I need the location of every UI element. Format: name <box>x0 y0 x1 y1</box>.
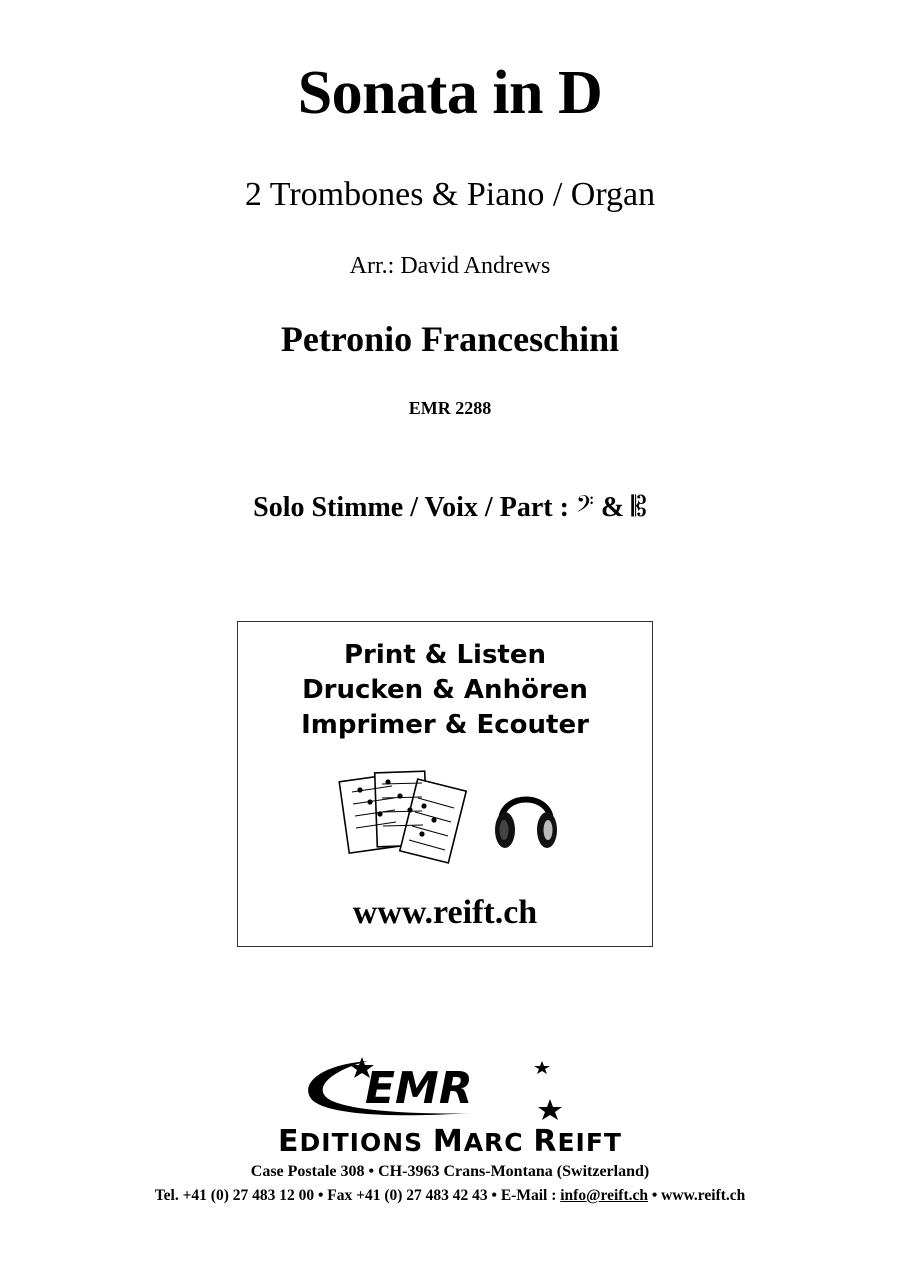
catalog-number: EMR 2288 <box>408 398 492 418</box>
instrumentation: 2 Trombones & Piano / Organ <box>244 176 656 213</box>
publisher-word-1: DITIONS <box>299 1128 433 1157</box>
part-joiner: & <box>593 492 632 523</box>
contact-website[interactable]: • www.reift.ch <box>648 1187 746 1204</box>
publisher-name <box>0 1124 900 1159</box>
tenor-clef-icon: 𝄡 <box>631 490 647 523</box>
promo-line-english: Print & Listen <box>343 640 547 670</box>
publisher-word-2: ARC <box>463 1128 534 1157</box>
headphones-icon <box>491 780 561 854</box>
part-line <box>0 490 900 524</box>
publisher-initial-r: R <box>533 1124 558 1159</box>
emr-logo <box>300 1055 590 1125</box>
website-url[interactable]: www.reift.ch <box>352 894 538 931</box>
part-label: Solo Stimme / Voix / Part : <box>253 492 576 523</box>
publisher-initial-e: E <box>278 1124 300 1159</box>
publisher-initial-m: M <box>432 1124 464 1159</box>
promo-line-french: Imprimer & Ecouter <box>301 710 589 740</box>
page-title: Sonata in D <box>297 59 603 127</box>
publisher-contact <box>0 1187 900 1205</box>
email-link[interactable]: info@reift.ch <box>560 1187 648 1204</box>
publisher-address: Case Postale 308 • CH-3963 Crans-Montana (Switzerland) <box>250 1163 650 1180</box>
logo-text: EMR <box>365 1063 473 1114</box>
composer: Petronio Franceschini <box>280 319 620 359</box>
publisher-word-3: EIFT <box>557 1128 622 1157</box>
contact-phone-fax: Tel. +41 (0) 27 483 12 00 • Fax +41 (0) 27 483 42 43 • E-Mail : <box>154 1187 561 1204</box>
arranger: Arr.: David Andrews <box>349 253 551 279</box>
sheet-music-icon <box>338 768 468 872</box>
bass-clef-icon: 𝄢 <box>575 490 594 523</box>
print-listen-box <box>237 621 653 947</box>
promo-line-german: Drucken & Anhören <box>302 675 588 705</box>
